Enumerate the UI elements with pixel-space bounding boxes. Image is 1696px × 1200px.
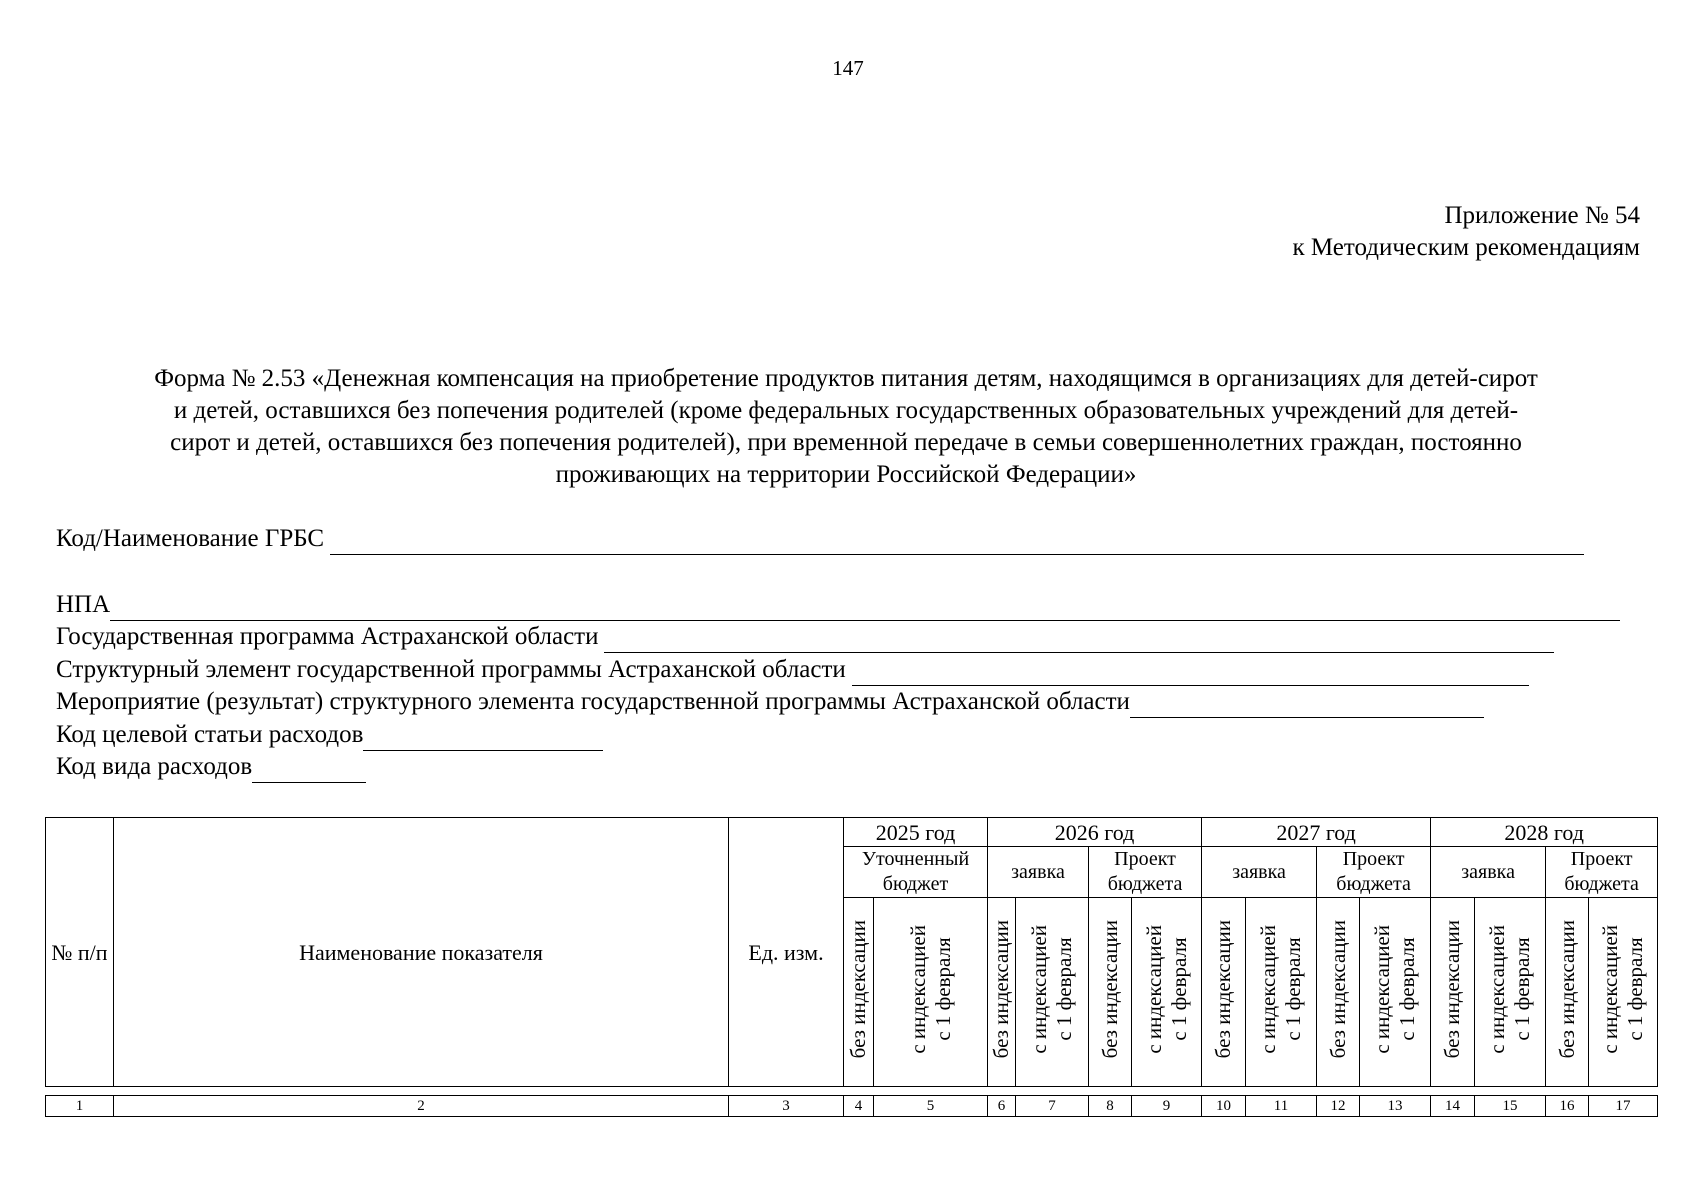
col-with-index-17	[1589, 898, 1658, 1087]
col-no-index-4	[844, 898, 874, 1087]
sub-header-project-2027: Проект бюджета	[1317, 847, 1431, 898]
with-index-label: с индексацией с 1 февраля	[1370, 924, 1420, 1054]
structural-blank[interactable]	[852, 661, 1529, 686]
year-header-2026: 2026 год	[988, 818, 1202, 847]
expense-code-blank[interactable]	[252, 758, 366, 783]
form-title-line-4: проживающих на территории Российской Федерации»	[555, 461, 1137, 488]
column-number-cell: 2	[114, 1096, 729, 1117]
with-index-label: с индексацией с 1 февраля	[905, 924, 955, 1054]
structural-field	[56, 654, 1529, 686]
with-index-label: с индексацией с 1 февраля	[1027, 924, 1077, 1054]
col-no-index-6	[988, 898, 1016, 1087]
target-code-label: Код целевой статьи расходов	[56, 721, 364, 748]
col-no-index-16	[1546, 898, 1589, 1087]
col-header-unit: Ед. изм.	[729, 818, 844, 1087]
no-index-label: без индексации	[1211, 919, 1236, 1059]
col-header-number: № п/п	[46, 818, 114, 1087]
sub-header-request-2026: заявка	[988, 847, 1089, 898]
sub-header-project-2026: Проект бюджета	[1089, 847, 1202, 898]
no-index-label: без индексации	[1325, 919, 1350, 1059]
appendix-line-2: к Методическим рекомендациям	[1292, 234, 1640, 261]
target-code-field	[56, 719, 603, 751]
form-title-line-1: Форма № 2.53 «Денежная компенсация на приобретение продуктов питания детям, находящимся в организациях для детей-сирот	[154, 365, 1538, 392]
col-no-index-10	[1202, 898, 1246, 1087]
grbs-blank[interactable]	[330, 530, 1584, 555]
grbs-label: Код/Наименование ГРБС	[56, 525, 325, 552]
with-index-label: с индексацией с 1 февраля	[1598, 924, 1648, 1054]
year-header-2028: 2028 год	[1431, 818, 1658, 847]
with-index-label: с индексацией с 1 февраля	[1141, 924, 1191, 1054]
column-number-cell: 17	[1589, 1096, 1658, 1117]
no-index-label: без индексации	[1440, 919, 1465, 1059]
npa-field	[56, 589, 1620, 621]
column-number-cell: 8	[1089, 1096, 1132, 1117]
column-number-cell: 7	[1016, 1096, 1089, 1117]
sub-header-project-2028: Проект бюджета	[1546, 847, 1658, 898]
measure-field	[56, 686, 1484, 718]
column-number-cell: 5	[874, 1096, 988, 1117]
year-header-2025: 2025 год	[844, 818, 988, 847]
form-title	[56, 363, 1636, 491]
column-number-cell: 4	[844, 1096, 874, 1117]
col-with-index-7	[1016, 898, 1089, 1087]
measure-blank[interactable]	[1130, 693, 1484, 718]
no-index-label: без индексации	[1554, 919, 1579, 1059]
column-number-cell: 9	[1132, 1096, 1202, 1117]
column-number-cell: 6	[988, 1096, 1016, 1117]
sub-header-request-2027: заявка	[1202, 847, 1317, 898]
grbs-field	[56, 523, 1584, 555]
npa-blank[interactable]	[110, 596, 1620, 621]
col-no-index-14	[1431, 898, 1475, 1087]
column-number-row	[45, 1095, 1658, 1117]
no-index-label: без индексации	[846, 919, 870, 1059]
with-index-label: с индексацией с 1 февраля	[1256, 924, 1306, 1054]
form-title-line-3: сирот и детей, оставшихся без попечения родителей), при временной передаче в семьи совершеннолетних граждан, постоянно	[170, 429, 1522, 456]
program-field	[56, 621, 1554, 653]
column-number-cell: 12	[1317, 1096, 1360, 1117]
column-number-cell: 11	[1246, 1096, 1317, 1117]
column-number-cell: 14	[1431, 1096, 1475, 1117]
sub-header-refined-2025: Уточненный бюджет	[844, 847, 988, 898]
year-header-2027: 2027 год	[1202, 818, 1431, 847]
column-number-cell: 13	[1360, 1096, 1431, 1117]
appendix-reference	[1292, 200, 1640, 264]
with-index-label: с индексацией с 1 февраля	[1485, 924, 1535, 1054]
col-with-index-11	[1246, 898, 1317, 1087]
measure-label: Мероприятие (результат) структурного элемента государственной программы Астраханской области	[56, 688, 1130, 715]
expense-code-field	[56, 751, 366, 783]
structural-label: Структурный элемент государственной программы Астраханской области	[56, 656, 846, 683]
col-header-name: Наименование показателя	[114, 818, 729, 1087]
column-number-cell: 15	[1475, 1096, 1546, 1117]
col-with-index-13	[1360, 898, 1431, 1087]
sub-header-request-2028: заявка	[1431, 847, 1546, 898]
column-number-cell: 16	[1546, 1096, 1589, 1117]
form-title-line-2: и детей, оставшихся без попечения родителей (кроме федеральных государственных образовательных учреждений для детей-	[173, 397, 1519, 424]
expense-code-label: Код вида расходов	[56, 753, 253, 780]
no-index-label: без индексации	[989, 919, 1014, 1059]
no-index-label: без индексации	[1097, 919, 1122, 1059]
col-with-index-9	[1132, 898, 1202, 1087]
appendix-line-1: Приложение № 54	[1444, 202, 1640, 229]
col-no-index-8	[1089, 898, 1132, 1087]
npa-label: НПА	[56, 591, 111, 618]
column-number-cell: 10	[1202, 1096, 1246, 1117]
program-blank[interactable]	[604, 628, 1554, 653]
col-with-index-15	[1475, 898, 1546, 1087]
column-number-cell: 1	[46, 1096, 114, 1117]
column-number-cell: 3	[729, 1096, 844, 1117]
target-code-blank[interactable]	[363, 726, 603, 751]
program-label: Государственная программа Астраханской области	[56, 623, 599, 650]
page-number: 147	[832, 56, 864, 80]
col-with-index-5	[874, 898, 988, 1087]
col-no-index-12	[1317, 898, 1360, 1087]
indicator-table	[45, 817, 1658, 1087]
